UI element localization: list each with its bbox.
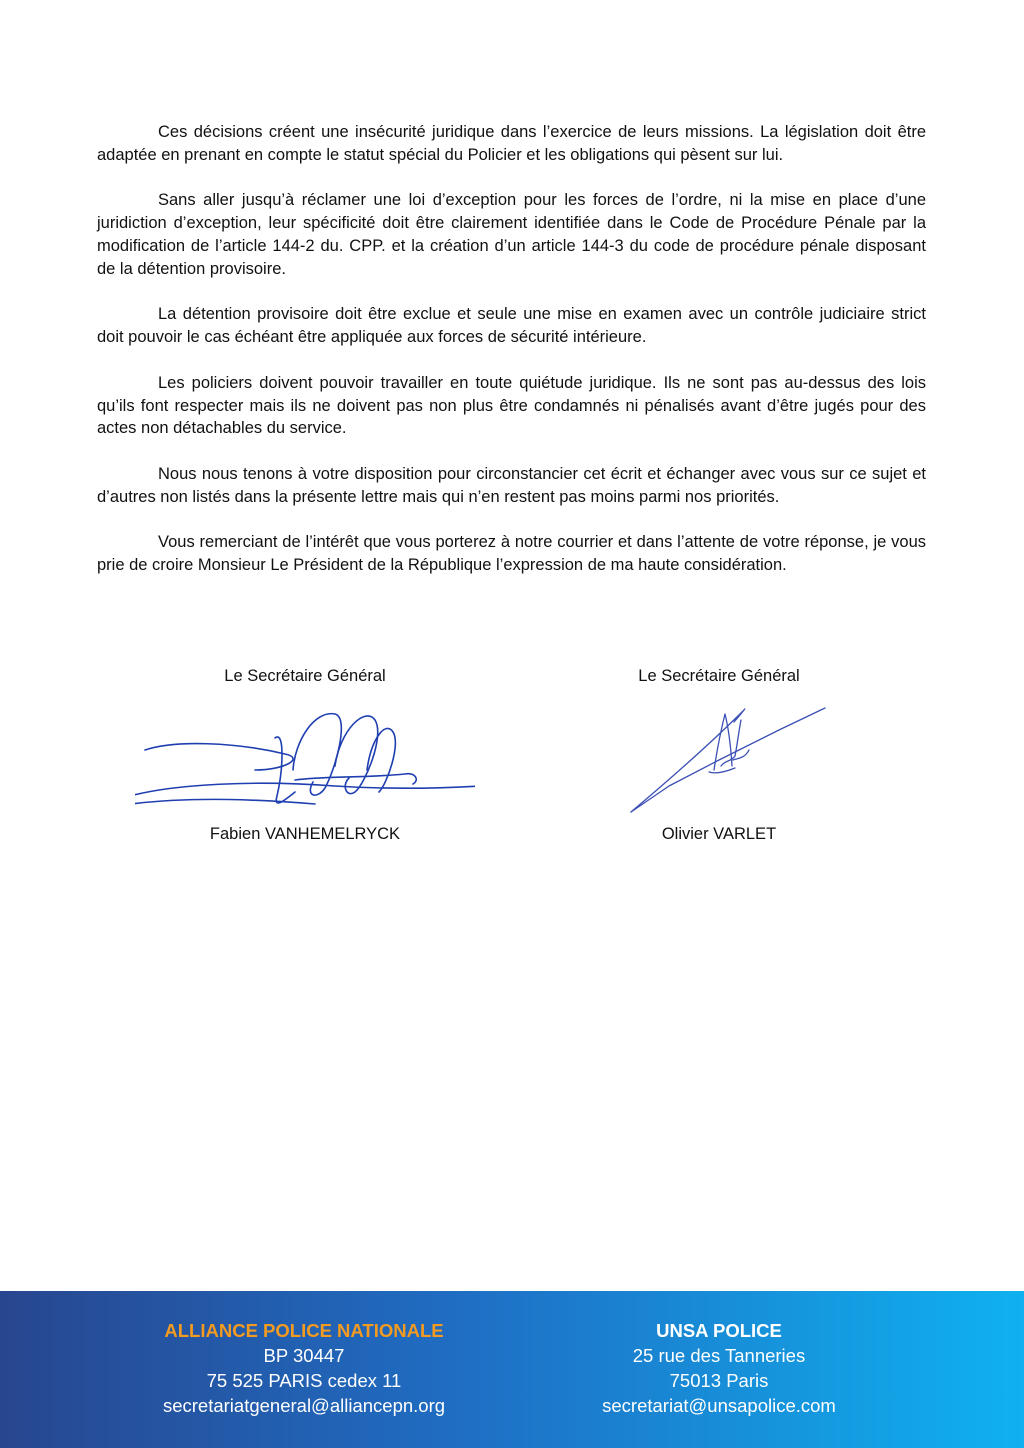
paragraph-provisional-detention: La détention provisoire doit être exclue et seule une mise en examen avec un contrôle judiciaire strict doit pouvoir le cas échéant être appliquée aux forces de sécurité intérieure.: [97, 305, 926, 347]
alliance-city: 75 525 PARIS cedex 11: [206, 1370, 402, 1391]
handwritten-signature-right: [549, 700, 889, 820]
signatures-section: [0, 664, 1024, 854]
signatory-name-left: Fabien VANHEMELRYCK: [209, 825, 401, 843]
signatory-title-right: Le Secrétaire Général: [638, 667, 800, 685]
signatory-title-left: Le Secrétaire Général: [224, 667, 386, 685]
paragraph-availability: Nous nous tenons à votre disposition pour circonstancier cet écrit et échanger avec vous sur ce sujet et d’autres non listés dans la présente lettre mais qui n’en restent pas moins parmi nos priorités.: [97, 464, 926, 506]
signatory-name-right: Olivier VARLET: [661, 825, 777, 843]
letter-body: [97, 121, 926, 600]
unsa-city: 75013 Paris: [669, 1370, 769, 1391]
handwritten-signature-left: [135, 700, 475, 820]
unsa-street: 25 rue des Tanneries: [632, 1345, 806, 1366]
paragraph-closing: Vous remerciant de l’intérêt que vous porterez à notre courrier et dans l’attente de votre réponse, je vous prie de croire Monsieur Le Président de la République l’expression de ma haute considération.: [97, 533, 926, 575]
unsa-email: secretariat@unsapolice.com: [602, 1395, 836, 1416]
signature-block-left: [135, 664, 475, 843]
unsa-org-name: UNSA POLICE: [656, 1320, 782, 1341]
paragraph-police-legal-peace: Les policiers doivent pouvoir travailler en toute quiétude juridique. Ils ne sont pas au-dessus des lois qu’ils font respecter mais ils ne doivent pas non plus être condamnés ni pénalisés avant d’être jugés pour des actes non détachables du service.: [97, 373, 926, 438]
footer-unsa-contact: [509, 1318, 929, 1418]
paragraph-code-procedure: Sans aller jusqu’à réclamer une loi d’exception pour les forces de l’ordre, ni la mise en place d’une juridiction d’exception, leur spécificité doit être clairement identifiée dans le Code de Procédure Pénale par la modification de l’article 144-2 du. CPP. et la création d’un article 144-3 du code de procédure pénale disposant de la détention provisoire.: [97, 191, 926, 278]
footer-banner: [0, 1291, 1024, 1448]
paragraph-legal-insecurity: Ces décisions créent une insécurité juridique dans l’exercice de leurs missions. La législation doit être adaptée en prenant en compte le statut spécial du Policier et les obligations qui pèsent sur lui.: [97, 123, 926, 164]
signature-block-right: [549, 664, 889, 843]
alliance-org-name: ALLIANCE POLICE NATIONALE: [164, 1320, 444, 1341]
alliance-po-box: BP 30447: [263, 1345, 345, 1366]
footer-alliance-contact: [94, 1318, 514, 1418]
alliance-email: secretariatgeneral@alliancepn.org: [162, 1395, 446, 1416]
